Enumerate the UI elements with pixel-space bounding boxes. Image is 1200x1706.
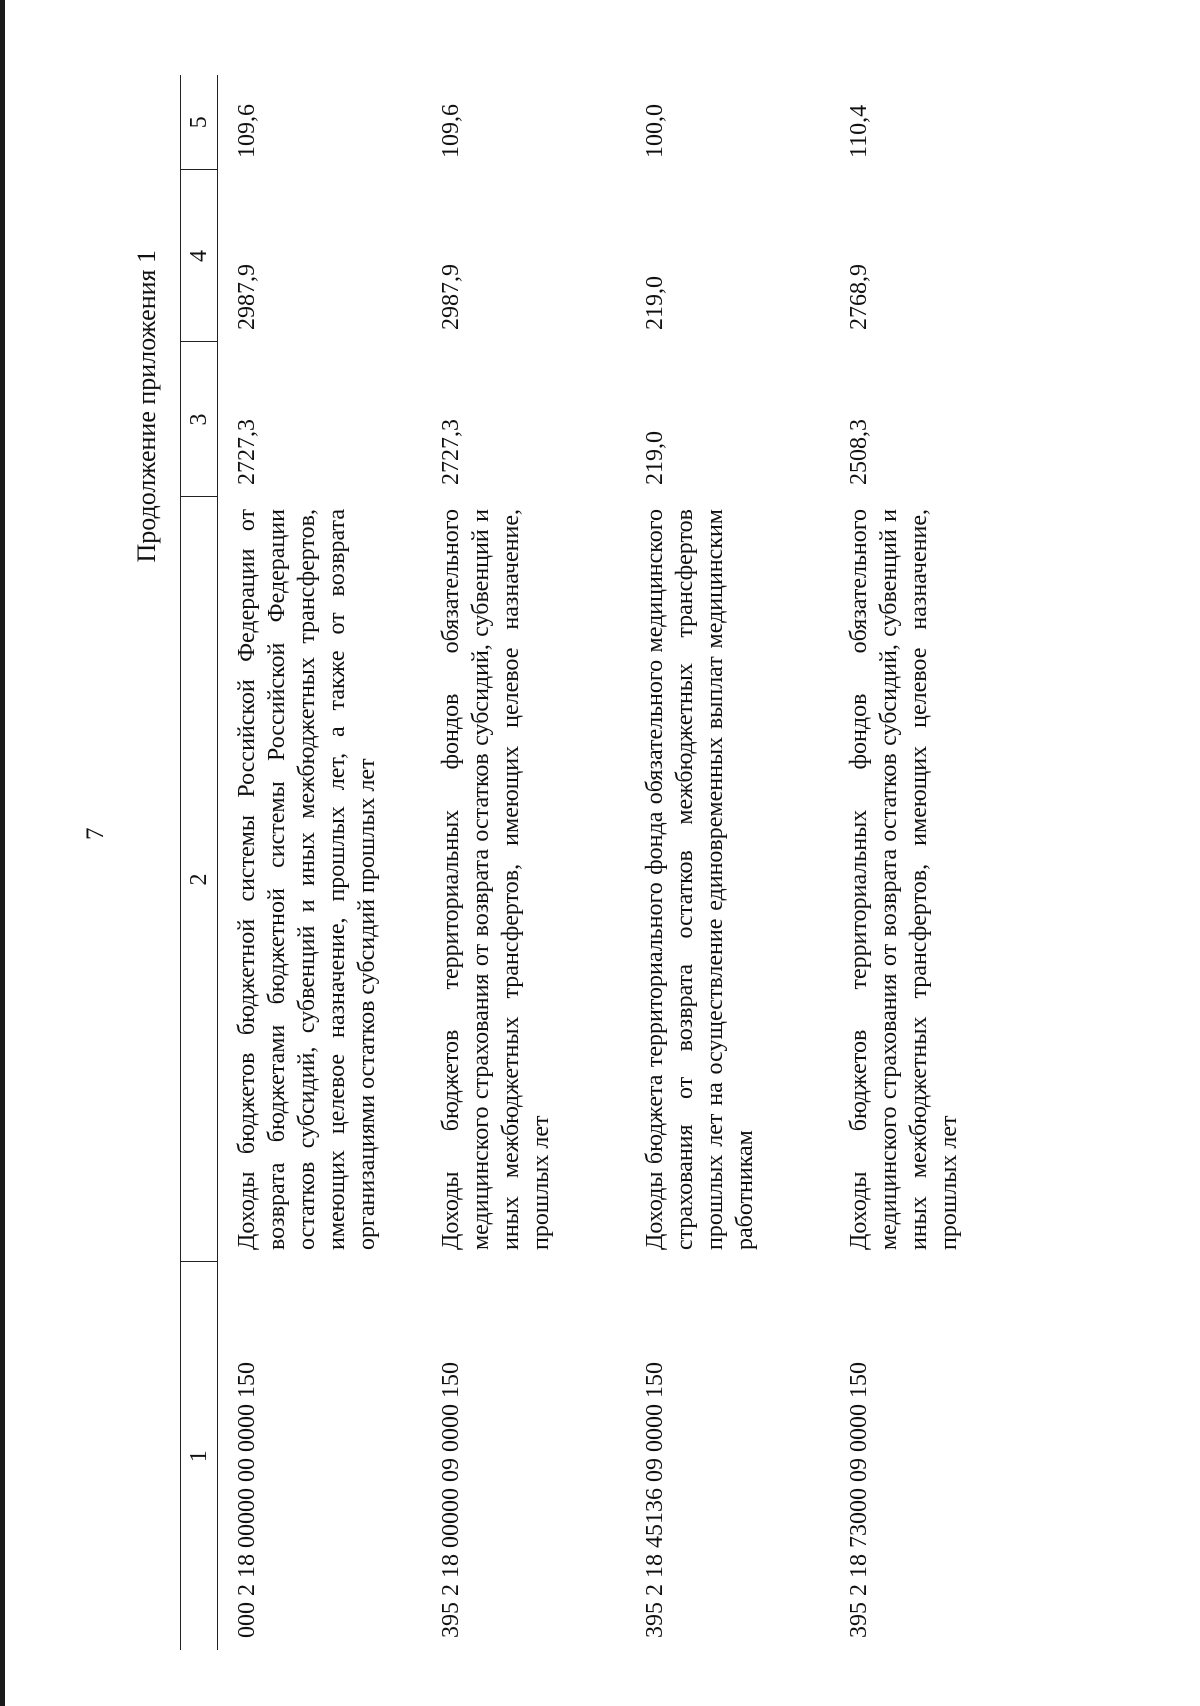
row-value-col3: 2727,3 <box>438 419 464 485</box>
rotated-page <box>40 70 1090 1650</box>
row-code: 395 2 18 73000 09 0000 150 <box>846 1362 872 1638</box>
row-value-col5: 110,4 <box>846 104 872 158</box>
table-row <box>218 75 423 1650</box>
row-value-col3: 219,0 <box>642 431 668 485</box>
row-value-col4: 219,0 <box>642 276 668 330</box>
row-value-col4: 2987,9 <box>438 264 464 330</box>
row-value-col3: 2727,3 <box>234 419 260 485</box>
appendix-caption: Продолжение приложения 1 <box>132 250 161 563</box>
header-row <box>181 75 218 1650</box>
row-description: Доходы бюджетов бюджетной системы Российской Федерации от возврата бюджетами бюджетной системы Российской Федерации остатков субсидий, субвенций и иных межбюджетных трансфертов, имеющих целевое назначение, прошлых лет, а также от возврата организациями остатков субсидий прошлых лет <box>234 509 380 1250</box>
row-value-col5: 100,0 <box>642 104 668 158</box>
row-value-col3: 2508,3 <box>846 419 872 485</box>
table-row <box>830 75 1044 1650</box>
row-value-col5: 109,6 <box>234 104 260 158</box>
row-code: 395 2 18 00000 09 0000 150 <box>438 1362 464 1638</box>
table-row <box>626 75 830 1650</box>
row-value-col4: 2987,9 <box>234 264 260 330</box>
row-description: Доходы бюджета территориального фонда обязательного медицинского страхования от возврата остатков межбюджетных трансфертов прошлых лет на осуществление единовременных выплат медицинским работникам <box>642 509 758 1250</box>
header-col-3: 3 <box>181 342 218 497</box>
page-number: 7 <box>82 827 109 840</box>
row-description: Доходы бюджетов территориальных фондов обязательного медицинского страхования от возврата остатков субсидий, субвенций и иных межбюджетных трансфертов, имеющих целевое назначение, прошлых лет <box>846 509 962 1250</box>
row-code: 395 2 18 45136 09 0000 150 <box>642 1362 668 1638</box>
header-col-4: 4 <box>181 170 218 342</box>
table-row <box>422 75 626 1650</box>
row-code: 000 2 18 00000 00 0000 150 <box>234 1362 260 1638</box>
header-col-1: 1 <box>181 1262 218 1650</box>
budget-table <box>180 75 1044 1650</box>
header-col-2: 2 <box>181 497 218 1262</box>
row-value-col4: 2768,9 <box>846 264 872 330</box>
row-description: Доходы бюджетов территориальных фондов обязательного медицинского страхования от возврата остатков субсидий, субвенций и иных межбюджетных трансфертов, имеющих целевое назначение, прошлых лет <box>438 509 554 1250</box>
scan-edge <box>0 0 5 1706</box>
header-col-5: 5 <box>181 75 218 170</box>
row-value-col5: 109,6 <box>438 104 464 158</box>
